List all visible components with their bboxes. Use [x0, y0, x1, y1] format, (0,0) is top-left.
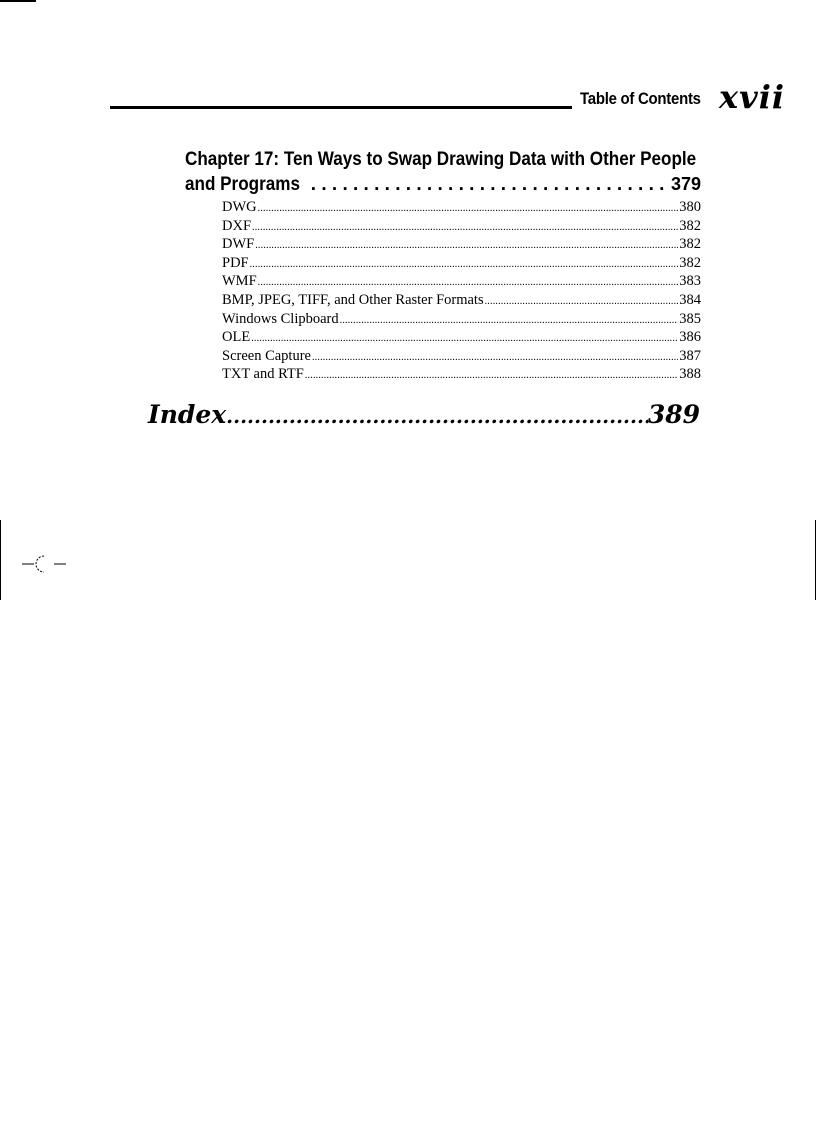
- toc-section-entry[interactable]: [222, 329, 701, 348]
- dot-leader: [251, 333, 678, 344]
- section-label: WMF: [222, 273, 257, 290]
- margin-line-left: [0, 520, 1, 600]
- section-page: 383: [679, 273, 701, 290]
- chapter-page: 379: [670, 174, 701, 194]
- dot-leader: [305, 370, 678, 381]
- dot-leader: [311, 173, 669, 197]
- toc-section-entry[interactable]: [222, 292, 701, 311]
- dot-leader: [312, 352, 678, 363]
- registration-mark-icon: [22, 552, 68, 576]
- section-page: 384: [679, 291, 701, 308]
- section-label: BMP, JPEG, TIFF, and Other Raster Formats: [222, 291, 484, 308]
- section-page: 388: [679, 366, 701, 383]
- page-number: xvii: [719, 78, 785, 116]
- section-label: Windows Clipboard: [222, 310, 339, 327]
- crop-mark-top: [0, 0, 36, 2]
- section-label: DWG: [222, 199, 257, 215]
- dot-leader: [485, 296, 679, 307]
- dot-leader: [255, 240, 678, 251]
- index-page: 389: [647, 400, 700, 429]
- toc-chapter-entry[interactable]: [185, 148, 701, 197]
- section-label: DWF: [222, 236, 255, 253]
- section-page: 382: [679, 254, 701, 271]
- section-label: Screen Capture: [222, 347, 311, 364]
- dot-leader: [252, 222, 678, 233]
- chapter-title-line2-row: [185, 172, 701, 197]
- dot-leader: [226, 404, 648, 428]
- section-page: 382: [679, 217, 701, 234]
- section-page: 380: [679, 199, 701, 215]
- toc-section-entry[interactable]: [222, 218, 701, 237]
- toc-section-entry[interactable]: [222, 311, 701, 330]
- toc-section-entry[interactable]: [222, 273, 701, 292]
- chapter-title-line2: and Programs: [185, 174, 300, 195]
- toc-index-entry[interactable]: [148, 400, 700, 429]
- section-label: TXT and RTF: [222, 366, 304, 383]
- header-title: Table of Contents: [580, 89, 701, 108]
- toc-section-entry[interactable]: [222, 255, 701, 274]
- dot-leader: [250, 259, 679, 270]
- toc-section-entry[interactable]: [222, 199, 701, 218]
- dot-leader: [340, 315, 679, 326]
- running-header: [110, 78, 785, 116]
- chapter-title-line1: Chapter 17: Ten Ways to Swap Drawing Data with Other People: [185, 149, 697, 170]
- section-page: 386: [679, 329, 701, 346]
- dot-leader: [258, 277, 679, 288]
- header-rule: [110, 106, 572, 109]
- section-label: PDF: [222, 254, 249, 271]
- section-label: DXF: [222, 217, 252, 234]
- section-page: 387: [679, 347, 701, 364]
- toc-section-entry[interactable]: [222, 348, 701, 367]
- toc-section-list: [222, 199, 701, 385]
- toc-section-entry[interactable]: [222, 236, 701, 255]
- section-label: OLE: [222, 329, 251, 346]
- index-label: Index: [148, 400, 227, 429]
- section-page: 382: [679, 236, 701, 253]
- section-page: 385: [679, 310, 701, 327]
- toc-section-entry[interactable]: [222, 366, 701, 385]
- dot-leader: [258, 203, 679, 214]
